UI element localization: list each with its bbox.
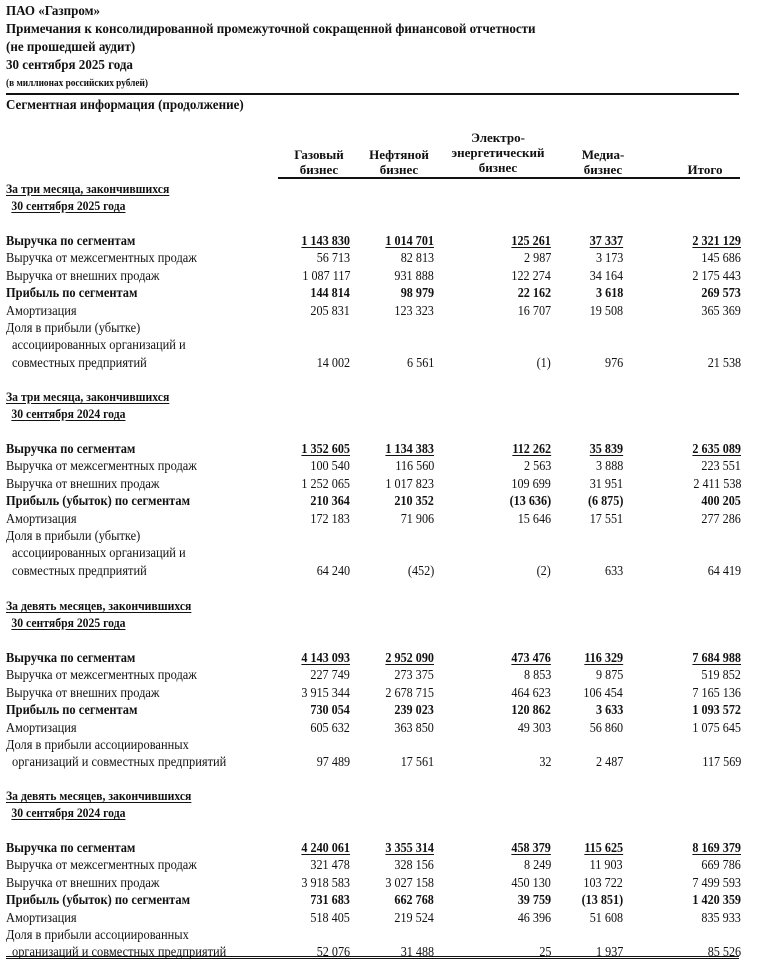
row-label: Доля в прибыли (убытке) (6, 320, 141, 335)
cell-value-text: 2 321 129 (692, 233, 741, 248)
cell-value: 145 686 (701, 250, 741, 266)
cell-value: 210 364 (310, 493, 350, 509)
cell-value (301, 649, 350, 666)
period-heading-line: 30 сентября 2025 года (11, 198, 126, 213)
table-row (0, 839, 766, 856)
table-row (0, 510, 766, 527)
cell-value: 100 540 (310, 458, 350, 474)
table-row (0, 891, 766, 908)
column-header-line: Нефтяной (369, 147, 429, 162)
period-heading-line: За девять месяцев, закончившихся (6, 598, 192, 613)
column-header-line: Медиа- (581, 147, 625, 162)
cell-value: 85 526 (707, 944, 741, 960)
cell-value: 32 (538, 754, 551, 770)
document-title: Примечания к консолидированной промежуточной сокращенной финансовой отчетности (6, 22, 536, 37)
cell-value: 3 633 (595, 702, 623, 718)
cell-value: 1 937 (595, 944, 623, 960)
cell-value: 328 156 (394, 857, 434, 873)
cell-value: 6 561 (406, 354, 434, 370)
cell-value: (2) (536, 562, 551, 578)
cell-value: 273 375 (394, 667, 434, 683)
cell-value-text: 35 839 (589, 441, 623, 456)
cell-value: 64 419 (707, 562, 741, 578)
cell-value-text: 3 355 314 (385, 840, 434, 855)
company-name: ПАО «Газпром» (6, 4, 101, 19)
cell-value: 3 027 158 (385, 874, 434, 890)
table-row (0, 874, 766, 891)
cell-value: 464 623 (511, 684, 551, 700)
cell-value-text: 2 952 090 (385, 650, 434, 665)
cell-value: 8 853 (523, 667, 551, 683)
cell-value: 2 175 443 (692, 267, 741, 283)
table-row-label-line (0, 336, 766, 353)
row-label: ассоциированных организаций и (12, 337, 186, 353)
cell-value (301, 440, 350, 457)
row-label: Выручка по сегментам (6, 441, 136, 456)
cell-value (590, 232, 623, 249)
cell-value: 1 075 645 (692, 719, 741, 735)
cell-value (301, 839, 350, 856)
cell-value: 731 683 (310, 892, 350, 908)
cell-value: 605 632 (310, 719, 350, 735)
cell-value-text: 116 329 (584, 650, 623, 665)
table-row (0, 909, 766, 926)
cell-value: 64 240 (316, 562, 350, 578)
cell-value-text: 1 134 383 (385, 441, 434, 456)
cell-value (385, 232, 434, 249)
cell-value: 1 017 823 (385, 475, 434, 491)
row-label: Прибыль (убыток) по сегментам (6, 493, 191, 509)
cell-value: 1 093 572 (692, 702, 741, 718)
table-row (0, 666, 766, 683)
cell-value: 106 454 (583, 684, 623, 700)
cell-value: 17 551 (589, 510, 623, 526)
period-heading (6, 180, 169, 214)
cell-value: 976 (604, 354, 623, 370)
column-header-line: бизнес (299, 162, 339, 177)
row-label: Амортизация (6, 719, 77, 735)
row-label: Выручка от внешних продаж (6, 475, 160, 491)
cell-value-text: 4 143 093 (301, 650, 350, 665)
cell-value: 730 054 (310, 702, 350, 718)
period-heading (6, 597, 191, 631)
period-heading-line: За три месяца, закончившихся (6, 389, 170, 404)
row-label: Прибыль (убыток) по сегментам (6, 892, 191, 908)
cell-value: 400 205 (701, 493, 741, 509)
table-row (0, 232, 766, 249)
cell-value: 120 862 (511, 702, 551, 718)
cell-value-text: 1 352 605 (301, 441, 350, 456)
cell-value: 633 (604, 562, 623, 578)
cell-value: 321 478 (310, 857, 350, 873)
cell-value: 2 411 538 (692, 475, 741, 491)
cell-value (301, 232, 350, 249)
table-row-label-line (0, 562, 766, 579)
cell-value: 3 618 (595, 285, 623, 301)
cell-value-text: 8 169 379 (692, 840, 741, 855)
cell-value-text: 7 684 988 (692, 650, 741, 665)
row-label: Прибыль по сегментам (6, 285, 138, 301)
cell-value: 835 933 (701, 909, 741, 925)
cell-value: 25 (538, 944, 551, 960)
cell-value: 82 813 (400, 250, 434, 266)
row-label: Выручка от межсегментных продаж (6, 250, 197, 266)
cell-value: 7 499 593 (692, 874, 741, 890)
cell-value: 269 573 (701, 285, 741, 301)
cell-value-text: 4 240 061 (301, 840, 350, 855)
row-label: Выручка от внешних продаж (6, 684, 160, 700)
row-label: Амортизация (6, 302, 77, 318)
cell-value: 519 852 (701, 667, 741, 683)
cell-value: 8 249 (523, 857, 551, 873)
column-header-line: бизнес (583, 162, 623, 177)
cell-value: 931 888 (394, 267, 434, 283)
cell-value: 39 759 (517, 892, 551, 908)
units-note: (в миллионах российских рублей) (6, 78, 148, 89)
cell-value: 31 951 (589, 475, 623, 491)
column-header-line: энергетический (451, 145, 545, 160)
cell-value: 122 274 (511, 267, 551, 283)
cell-value: 2 987 (523, 250, 551, 266)
cell-value (385, 649, 434, 666)
cell-value: 1 087 117 (301, 267, 350, 283)
document-subtitle: (не прошедшей аудит) (6, 40, 136, 55)
table-row-label-line (0, 319, 766, 336)
cell-value: 9 875 (595, 667, 623, 683)
cell-value: 365 369 (701, 302, 741, 318)
cell-value (584, 649, 623, 666)
cell-value: 363 850 (394, 719, 434, 735)
cell-value (512, 839, 551, 856)
table-bottom-rule (6, 956, 739, 959)
row-label: Выручка от межсегментных продаж (6, 857, 197, 873)
cell-value: 31 488 (400, 944, 434, 960)
cell-value-text: 37 337 (589, 233, 623, 248)
cell-value: 71 906 (400, 510, 434, 526)
period-heading-line: За три месяца, закончившихся (6, 181, 170, 196)
cell-value-text: 125 261 (511, 233, 551, 248)
cell-value: 210 352 (394, 493, 434, 509)
cell-value: 3 173 (595, 250, 623, 266)
cell-value: 669 786 (701, 857, 741, 873)
column-header-rule (278, 177, 740, 179)
cell-value: 123 323 (394, 302, 434, 318)
cell-value (692, 232, 741, 249)
header-rule (6, 93, 739, 95)
cell-value: 277 286 (701, 510, 741, 526)
period-heading-line: 30 сентября 2025 года (11, 615, 126, 630)
cell-value: 21 538 (707, 354, 741, 370)
cell-value (512, 440, 551, 457)
table-row (0, 492, 766, 509)
cell-value: (452) (407, 562, 434, 578)
cell-value: 662 768 (394, 892, 434, 908)
table-row (0, 701, 766, 718)
cell-value (692, 649, 741, 666)
column-header-line: бизнес (478, 160, 518, 175)
period-heading-line: За девять месяцев, закончившихся (6, 788, 192, 803)
row-label: Выручка от внешних продаж (6, 267, 160, 283)
cell-value (590, 440, 623, 457)
cell-value (512, 649, 551, 666)
period-heading (6, 388, 169, 422)
cell-value-text: 115 625 (584, 840, 623, 855)
table-row (0, 649, 766, 666)
table-row-label-line (0, 527, 766, 544)
cell-value-text: 458 379 (511, 840, 551, 855)
cell-value: 49 303 (517, 719, 551, 735)
cell-value: (1) (536, 354, 551, 370)
table-row-label-line (0, 736, 766, 753)
row-label: совместных предприятий (12, 562, 147, 578)
cell-value: 518 405 (310, 909, 350, 925)
cell-value: 56 713 (316, 250, 350, 266)
column-header-gas (284, 147, 354, 177)
table-row (0, 440, 766, 457)
cell-value: 34 164 (589, 267, 623, 283)
cell-value: 450 130 (511, 874, 551, 890)
cell-value (385, 440, 434, 457)
row-label: совместных предприятий (12, 354, 147, 370)
table-row-label-line (0, 753, 766, 770)
table-row (0, 457, 766, 474)
column-header-line: Электро- (471, 130, 525, 145)
row-label: Выручка по сегментам (6, 233, 136, 248)
table-row (0, 684, 766, 701)
cell-value: 117 569 (701, 754, 741, 770)
row-label: Выручка от межсегментных продаж (6, 667, 197, 683)
section-title: Сегментная информация (продолжение) (6, 98, 244, 113)
cell-value-text: 473 476 (511, 650, 551, 665)
table-row-label-line (0, 544, 766, 561)
cell-value: 103 722 (583, 874, 623, 890)
cell-value (692, 839, 741, 856)
cell-value: (13 636) (509, 493, 551, 509)
cell-value: 109 699 (511, 475, 551, 491)
cell-value: 219 524 (394, 909, 434, 925)
cell-value: 239 023 (394, 702, 434, 718)
row-label: Амортизация (6, 510, 77, 526)
cell-value: 46 396 (517, 909, 551, 925)
period-heading-line: 30 сентября 2024 года (11, 406, 126, 421)
row-label: организаций и совместных предприятий (12, 754, 227, 770)
cell-value: 51 608 (589, 909, 623, 925)
row-label: Прибыль по сегментам (6, 702, 138, 718)
column-header-line: Газовый (294, 147, 344, 162)
cell-value: 172 183 (310, 510, 350, 526)
cell-value: 116 560 (394, 458, 434, 474)
row-label: Выручка по сегментам (6, 650, 136, 665)
cell-value (512, 232, 551, 249)
row-label: Выручка от межсегментных продаж (6, 458, 197, 474)
cell-value: 1 420 359 (692, 892, 741, 908)
cell-value-text: 112 262 (512, 441, 551, 456)
cell-value: 17 561 (400, 754, 434, 770)
cell-value: 144 814 (310, 285, 350, 301)
cell-value: 15 646 (517, 510, 551, 526)
row-label: Доля в прибыли (убытке) (6, 528, 141, 543)
cell-value: 2 487 (595, 754, 623, 770)
column-header-line: бизнес (379, 162, 419, 177)
table-row (0, 856, 766, 873)
cell-value: 11 903 (590, 857, 623, 873)
cell-value: 3 888 (595, 458, 623, 474)
table-row-label-line (0, 354, 766, 371)
cell-value-text: 1 014 701 (385, 233, 434, 248)
cell-value: 14 002 (316, 354, 350, 370)
table-row (0, 284, 766, 301)
cell-value: 56 860 (589, 719, 623, 735)
row-label: Доля в прибыли ассоциированных (6, 737, 189, 752)
row-label: ассоциированных организаций и (12, 545, 186, 561)
table-row-label-line (0, 926, 766, 943)
cell-value-text: 1 143 830 (301, 233, 350, 248)
cell-value: (6 875) (587, 493, 623, 509)
cell-value: (13 851) (581, 892, 623, 908)
cell-value (385, 839, 434, 856)
cell-value: 52 076 (316, 944, 350, 960)
table-row (0, 267, 766, 284)
cell-value: 3 915 344 (301, 684, 350, 700)
table-row (0, 302, 766, 319)
table-row (0, 719, 766, 736)
cell-value: 1 252 065 (301, 475, 350, 491)
column-header-oil (362, 147, 436, 177)
cell-value: 19 508 (589, 302, 623, 318)
cell-value: 22 162 (517, 285, 551, 301)
row-label: Доля в прибыли ассоциированных (6, 927, 189, 942)
cell-value-text: 2 635 089 (692, 441, 741, 456)
cell-value: 7 165 136 (692, 684, 741, 700)
column-header-power (438, 130, 558, 175)
period-heading-line: 30 сентября 2024 года (11, 805, 126, 820)
report-date: 30 сентября 2025 года (6, 58, 133, 73)
column-header-total (670, 162, 740, 177)
cell-value: 227 749 (310, 667, 350, 683)
row-label: Амортизация (6, 909, 77, 925)
column-header-line: Итого (687, 162, 723, 177)
row-label: Выручка от внешних продаж (6, 874, 160, 890)
column-header-media (568, 147, 638, 177)
row-label: Выручка по сегментам (6, 840, 136, 855)
table-row (0, 475, 766, 492)
cell-value (692, 440, 741, 457)
cell-value: 97 489 (316, 754, 350, 770)
cell-value (584, 839, 623, 856)
cell-value: 2 678 715 (385, 684, 434, 700)
table-row (0, 249, 766, 266)
cell-value: 98 979 (400, 285, 434, 301)
period-heading (6, 787, 191, 821)
cell-value: 205 831 (310, 302, 350, 318)
cell-value: 16 707 (517, 302, 551, 318)
cell-value: 2 563 (523, 458, 551, 474)
cell-value: 3 918 583 (301, 874, 350, 890)
cell-value: 223 551 (701, 458, 741, 474)
row-label: организаций и совместных предприятий (12, 944, 227, 960)
